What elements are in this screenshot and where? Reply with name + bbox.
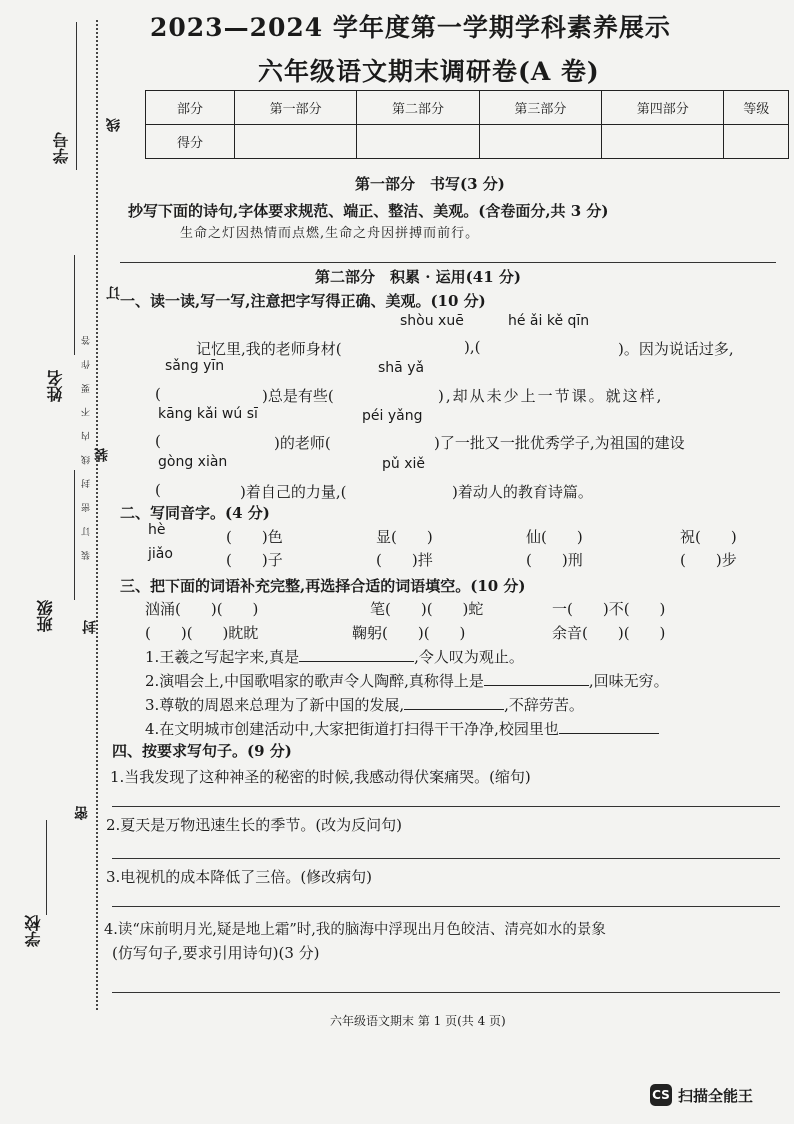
table-row <box>146 91 789 125</box>
q2-item: 仙( ) <box>526 528 583 546</box>
answer-blank[interactable] <box>299 647 414 662</box>
q3-s3-text: 3.尊敬的周恩来总理为了新中国的发展, <box>145 696 405 714</box>
q2-item: ( )刑 <box>526 551 583 569</box>
class-write-line <box>74 470 75 600</box>
q4-sentence2: 2.夏天是万物迅速生长的季节。(改为反问句) <box>106 816 403 834</box>
q3-sentence3 <box>145 694 584 715</box>
answer-blank[interactable] <box>559 719 659 734</box>
q4-sentence3: 3.电视机的成本降低了三倍。(修改病句) <box>106 868 373 886</box>
margin-note: 装 订 密 封 线 内 不 要 作 答 <box>82 330 92 560</box>
q2-item: ( )步 <box>680 551 737 569</box>
pinyin: kāng kǎi wú sī <box>158 406 258 422</box>
table-header-cell: 第三部分 <box>479 91 601 125</box>
q3-s2-text-end: ,回味无穷。 <box>588 672 669 690</box>
pinyin: gòng xiàn <box>158 454 228 470</box>
q1-line1-a: 记忆里,我的老师身材( <box>196 340 342 358</box>
q2-item: ( )子 <box>226 551 283 569</box>
q1-line2-b: )总是有些( <box>262 387 334 405</box>
score-cell[interactable] <box>479 125 601 159</box>
q1-line4-a: ( <box>155 481 161 499</box>
q1-line3-c: )了一批又一批优秀学子,为祖国的建设 <box>434 434 685 452</box>
class-label: 班级 <box>36 600 55 632</box>
pinyin: shòu xuē <box>400 313 464 329</box>
q1-line2-a: ( <box>155 385 161 403</box>
q2-item: ( )色 <box>226 528 283 546</box>
student-id-label: 学号 <box>52 132 71 164</box>
q3-s1-text: 1.王羲之写起字来,真是 <box>145 648 300 666</box>
score-table <box>145 90 789 159</box>
table-header-cell: 等级 <box>724 91 789 125</box>
margin-marker-bind: 订 <box>106 286 122 300</box>
score-cell[interactable] <box>357 125 479 159</box>
q3-idiom: 一( )不( ) <box>552 600 666 618</box>
part1-instruction: 抄写下面的诗句,字体要求规范、端正、整洁、美观。(含卷面分,共 3 分) <box>128 202 609 220</box>
q1-line4-c: )着动人的教育诗篇。 <box>452 483 593 501</box>
scanner-logo-text: 扫描全能王 <box>678 1086 754 1105</box>
student-id-write-line <box>76 22 77 170</box>
q1-line1-b: ),( <box>464 338 481 356</box>
table-row <box>146 125 789 159</box>
q3-s4-text: 4.在文明城市创建活动中,大家把街道打扫得干干净净,校园里也 <box>145 720 559 738</box>
q4-sentence1: 1.当我发现了这种神圣的秘密的时候,我感动得伏案痛哭。(缩句) <box>110 768 531 786</box>
exam-title-line2: 六年级语文期末调研卷(A 卷) <box>258 57 600 86</box>
pinyin: shā yǎ <box>378 360 425 376</box>
q3-idiom: 余音( )( ) <box>552 624 666 642</box>
q3-sentence2 <box>145 670 669 691</box>
table-header-cell: 第一部分 <box>235 91 357 125</box>
q2-item: 祝( ) <box>680 528 737 546</box>
table-header-cell: 第四部分 <box>602 91 724 125</box>
table-header-cell: 部分 <box>146 91 235 125</box>
part2-title: 第二部分 积累 · 运用(41 分) <box>315 268 521 286</box>
margin-marker-secret: 密 <box>74 806 90 820</box>
score-cell[interactable] <box>235 125 357 159</box>
answer-line[interactable] <box>112 906 780 907</box>
q1-line3-b: )的老师( <box>274 434 331 452</box>
margin-marker-seal: 封 <box>82 620 98 634</box>
exam-title-line1: 2023—2024 学年度第一学期学科素养展示 <box>150 13 671 42</box>
q3-idiom: 笔( )( )蛇 <box>370 600 484 618</box>
pinyin: hè <box>148 522 166 538</box>
q2-item: 显( ) <box>376 528 433 546</box>
pinyin: sǎng yīn <box>165 358 225 374</box>
score-cell[interactable] <box>724 125 789 159</box>
q3-s3-text-end: ,不辞劳苦。 <box>504 696 584 714</box>
q1-line4-b: )着自己的力量,( <box>240 483 347 501</box>
part1-title: 第一部分 书写(3 分) <box>355 175 505 193</box>
answer-line[interactable] <box>112 992 780 993</box>
q3-sentence1 <box>145 646 524 667</box>
school-write-line <box>46 820 47 915</box>
margin-marker-fasten: 装 <box>94 448 110 462</box>
q1-line1-c: )。因为说话过多, <box>618 340 734 358</box>
q1-line3-a: ( <box>155 432 161 450</box>
q1-title: 一、读一读,写一写,注意把字写得正确、美观。(10 分) <box>120 292 486 310</box>
margin-marker-line: 线 <box>106 118 122 132</box>
pinyin: péi yǎng <box>362 408 423 424</box>
q3-idiom: 鞠躬( )( ) <box>352 624 466 642</box>
score-cell[interactable] <box>602 125 724 159</box>
scanner-logo <box>650 1084 753 1106</box>
table-header-cell: 第二部分 <box>357 91 479 125</box>
q3-sentence4 <box>145 718 659 739</box>
q1-line2-c: ),却从未少上一节课。就这样, <box>438 387 664 405</box>
name-write-line <box>74 255 75 355</box>
q3-s1-text-end: ,令人叹为观止。 <box>414 648 524 666</box>
pinyin: pǔ xiě <box>382 456 425 472</box>
answer-blank[interactable] <box>484 671 589 686</box>
q3-idiom: ( )( )眈眈 <box>145 624 259 642</box>
scanner-badge-icon: CS <box>650 1084 672 1106</box>
pinyin: jiǎo <box>148 546 173 562</box>
q4-sentence4-requirement: (仿写句子,要求引用诗句)(3 分) <box>112 944 320 962</box>
binding-dotted-line <box>96 20 98 1010</box>
q2-title: 二、写同音字。(4 分) <box>120 504 270 522</box>
q3-idiom: 汹涌( )( ) <box>145 600 259 618</box>
table-row-label: 得分 <box>146 125 235 159</box>
school-label: 学校 <box>24 915 43 947</box>
answer-line[interactable] <box>112 806 780 807</box>
part1-poem: 生命之灯因热情而点燃,生命之舟因拼搏而前行。 <box>180 226 480 241</box>
name-label: 姓名 <box>46 370 65 402</box>
q3-s2-text: 2.演唱会上,中国歌唱家的歌声令人陶醉,真称得上是 <box>145 672 484 690</box>
q4-sentence4: 4.读“床前明月光,疑是地上霜”时,我的脑海中浮现出月色皎洁、清亮如水的景象 <box>104 922 606 938</box>
pinyin: hé ǎi kě qīn <box>508 313 590 329</box>
answer-line[interactable] <box>112 858 780 859</box>
part1-answer-line[interactable] <box>120 262 776 263</box>
answer-blank[interactable] <box>404 695 504 710</box>
q3-title: 三、把下面的词语补充完整,再选择合适的词语填空。(10 分) <box>120 577 526 595</box>
q4-title: 四、按要求写句子。(9 分) <box>112 742 292 760</box>
page-footer: 六年级语文期末 第 1 页(共 4 页) <box>330 1014 506 1028</box>
q2-item: ( )拌 <box>376 551 433 569</box>
